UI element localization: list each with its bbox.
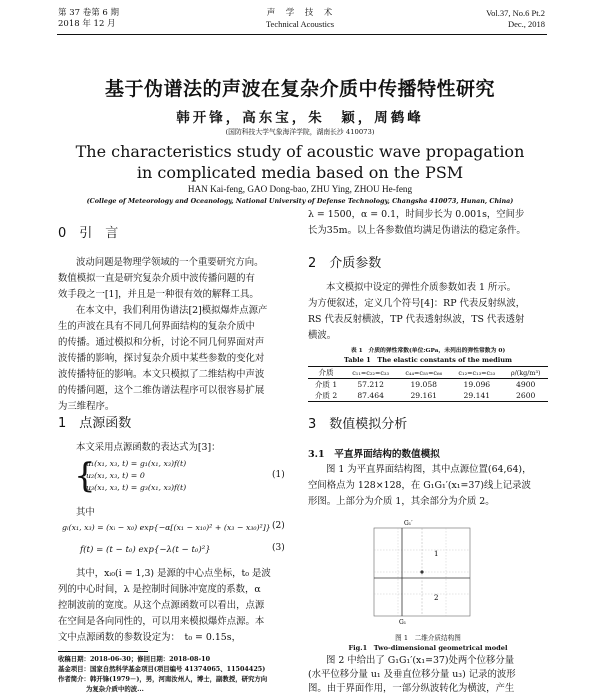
sec31-l3: 形图。上部分为介质 1，其余部分为介质 2。	[308, 496, 495, 507]
table-header-cell: c₄₄=c₅₅=c₆₆	[405, 368, 443, 377]
after-l3: 控制波前的宽度。从这个点源函数可以看出，点源	[58, 600, 265, 611]
header-journal-cn: 声 学 技 术	[266, 8, 334, 18]
sec2-l2: 为方便叙述，定义几个符号[4]：RP 代表反射纵波，	[308, 298, 526, 309]
intro-paragraph-1	[58, 255, 298, 303]
intro-p2-l4: 波传播的影响，探讨复杂介质中某些参数的变化对	[58, 353, 265, 364]
sec2-l4: 横波。	[308, 330, 337, 341]
eq3-number: (3)	[272, 543, 285, 553]
figure-1-model	[350, 516, 500, 628]
intro-p2-l1: 在本文中，我们利用伪谱法[2]模拟爆炸点源产	[76, 305, 268, 316]
title-en-line2: in complicated media based on the PSM	[136, 163, 464, 182]
header-date-en: Dec., 2018	[507, 19, 545, 29]
sec31-l2: 空间格点为 128×128，在 G₁G₁′(x₁=37)线上记录波	[308, 480, 531, 491]
eq2-number: (2)	[272, 521, 285, 531]
title-cn: 基于伪谱法的声波在复杂介质中传播特性研究	[104, 78, 495, 100]
header-journal-en: Technical Acoustics	[265, 19, 335, 29]
table-1	[308, 366, 548, 402]
label-medium-2: 2	[434, 594, 439, 602]
after-l4: 在空间是各向同性的，可以用来模拟爆炸点源。本	[58, 616, 265, 627]
bottom-l2: (水平位移分量 u₁ 及垂直位移分量 u₃) 记录的波形	[308, 669, 516, 680]
table-row	[308, 379, 548, 391]
right-top-l2: 长为35m。以上各参数值均满足伪谱法的稳定条件。	[308, 225, 526, 236]
affiliation-cn: (国防科技大学气象海洋学院，湖南长沙 410073)	[225, 128, 375, 136]
table-header-cell: c₁₁=c₂₂=c₃₃	[352, 368, 390, 377]
eq1-line1: u₁(x₁, x₃, t) = g₁(x₁, x₃)f(t)	[86, 459, 187, 468]
equation-1	[86, 458, 186, 494]
section-1-intro: 本文采用点源函数的表达式为[3]：	[76, 442, 221, 453]
eq1-line2: u₂(x₁, x₃, t) = 0	[86, 471, 145, 480]
intro-p2-l2: 生的声波在具有不同几何界面结构的复杂介质中	[58, 321, 255, 332]
qizhong-label: 其中	[76, 507, 95, 518]
table-row	[308, 390, 548, 402]
authors-cn: 韩开锋，高东宝，朱 颖，周鹤峰	[176, 110, 424, 126]
table-cell: 介质 1	[314, 380, 338, 389]
params-continued	[308, 207, 548, 239]
title-en-line1: The characteristics study of acoustic wave propagation	[75, 142, 525, 161]
table-cell: 29.161	[410, 391, 438, 400]
figure-1-caption	[308, 632, 548, 652]
label-g1-prime: G₁′	[404, 520, 413, 527]
eq1-line3: u₃(x₁, x₃, t) = g₃(x₁, x₃)f(t)	[86, 483, 187, 492]
title-en	[0, 141, 600, 183]
table-caption-en: Table 1 The elastic constants of the medium	[343, 356, 513, 364]
table-header-cell: ρ/(kg/m³)	[510, 368, 541, 377]
section-0-title: 0 引 言	[58, 226, 119, 241]
table-1-caption	[308, 345, 548, 364]
table-cell: 19.096	[463, 380, 491, 389]
authors-en: HAN Kai-feng, GAO Dong-bao, ZHU Ying, ZHOU He-feng	[187, 184, 413, 194]
source-point	[420, 570, 423, 573]
table-caption-cn: 表 1 介质的弹性常数(单位:GPa，未列出的弹性常数为 0)	[350, 348, 506, 354]
table-cell: 4900	[516, 380, 536, 389]
table-cell: 29.141	[463, 391, 491, 400]
foot-author: 作者简介：韩开锋(1979－)，男，河南汝州人，博士，副教授，研究方向	[58, 675, 268, 683]
intro-p2-l5: 波传播特征的影响。本文只模拟了二维结构中声波	[58, 369, 265, 380]
table-header-row	[308, 367, 548, 379]
section-3-1-title: 3.1 平直界面结构的数值模拟	[308, 449, 440, 460]
header-volume-en: Vol.37, No.6 Pt.2	[486, 8, 545, 18]
source-params-paragraph	[58, 566, 298, 646]
intro-paragraph-2	[58, 303, 298, 415]
header-date-cn: 2018 年 12 月	[58, 19, 116, 29]
equation-2: gᵢ(x₁, x₃) = (xᵢ − x₀) exp{−α[(x₁ − x₁₀)² + (x₃ − x₃₀)²]}	[62, 523, 271, 532]
after-l2: 列的中心时间，λ 是控制时间脉冲宽度的系数，α	[58, 584, 261, 595]
intro-p2-l3: 的传播。通过模拟和分析，讨论不同几何界面对声	[58, 337, 265, 348]
foot-received: 收稿日期：2018-06-30；修回日期：2018-08-10	[58, 655, 211, 663]
affiliation-en: (College of Meteorology and Oceanology, National University of Defense Technology, Changsha 410073, Hunan, China)	[86, 197, 514, 205]
intro-p1-l1: 波动问题是物理学领域的一个重要研究方向。	[76, 257, 264, 268]
equation-3: f(t) = (t − t₀) exp{−λ(t − t₀)²}	[80, 545, 211, 555]
header-rule	[57, 34, 547, 35]
section-2-paragraph	[308, 280, 548, 344]
fig-caption-cn: 图 1 二维介质结构图	[395, 634, 461, 642]
fig-caption-en: Fig.1 Two-dimensional geometrical model	[348, 644, 508, 652]
intro-p2-l6: 的传播问题，这个二维伪谱法程序可以很容易扩展	[58, 385, 265, 396]
table-cell: 介质 2	[314, 391, 338, 400]
sec31-l1: 图 1 为平直界面结构图，其中点源位置(64,64)，	[326, 464, 532, 475]
label-medium-1: 1	[434, 550, 439, 558]
footnotes	[58, 654, 308, 694]
footnote-rule	[58, 651, 148, 652]
intro-p1-l2: 数值模拟一直是研究复杂介质中波传播问题的有	[58, 273, 255, 284]
foot-author-cont: 为复杂介质中的波...	[86, 685, 144, 693]
bottom-l3: 图。由于界面作用，一部分纵波转化为横波，产生	[308, 683, 515, 694]
table-cell: 2600	[516, 391, 536, 400]
section-3-title: 3 数值模拟分析	[308, 417, 408, 432]
foot-fund: 基金项目：国家自然科学基金项目(项目编号 41374065、11504425)	[58, 665, 266, 673]
intro-p1-l3: 效手段之一[1]，并且是一种很有效的解释工具。	[58, 289, 259, 300]
header-volume-cn: 第 37 卷第 6 期	[58, 8, 120, 18]
table-cell: 19.058	[410, 380, 438, 389]
eq1-brace: {	[74, 456, 96, 496]
after-l1: 其中，xᵢ₀(i = 1,3) 是源的中心点坐标，t₀ 是波	[76, 568, 271, 579]
section-3-1-paragraph	[308, 462, 548, 510]
section-1-title: 1 点源函数	[58, 416, 132, 431]
table-header-cell: 介质	[318, 368, 334, 377]
table-header-cell: c₁₂=c₁₃=c₂₃	[458, 368, 496, 377]
header-right	[486, 8, 545, 30]
after-l5: 文中点源函数的参数设定为： t₀ = 0.15s，	[58, 632, 241, 643]
sec2-l3: RS 代表反射横波，TP 代表透射纵波，TS 代表透射	[308, 314, 525, 325]
sec2-l1: 本文模拟中设定的弹性介质参数如表 1 所示。	[326, 282, 517, 293]
figure-grid	[374, 528, 470, 616]
table-cell: 57.212	[357, 380, 384, 389]
table-cell: 87.464	[357, 391, 384, 400]
section-2-title: 2 介质参数	[308, 256, 382, 271]
elastic-constants-table	[308, 366, 548, 402]
bottom-l1: 图 2 中给出了 G₁G₁′(x₁=37)处两个位移分量	[326, 655, 515, 666]
label-g1: G₁	[399, 619, 407, 626]
eq1-number: (1)	[272, 470, 285, 480]
intro-p2-l7: 为三维程序。	[58, 401, 115, 412]
right-top-l1: λ = 1500，α = 0.1，时间步长为 0.001s，空间步	[308, 209, 525, 220]
